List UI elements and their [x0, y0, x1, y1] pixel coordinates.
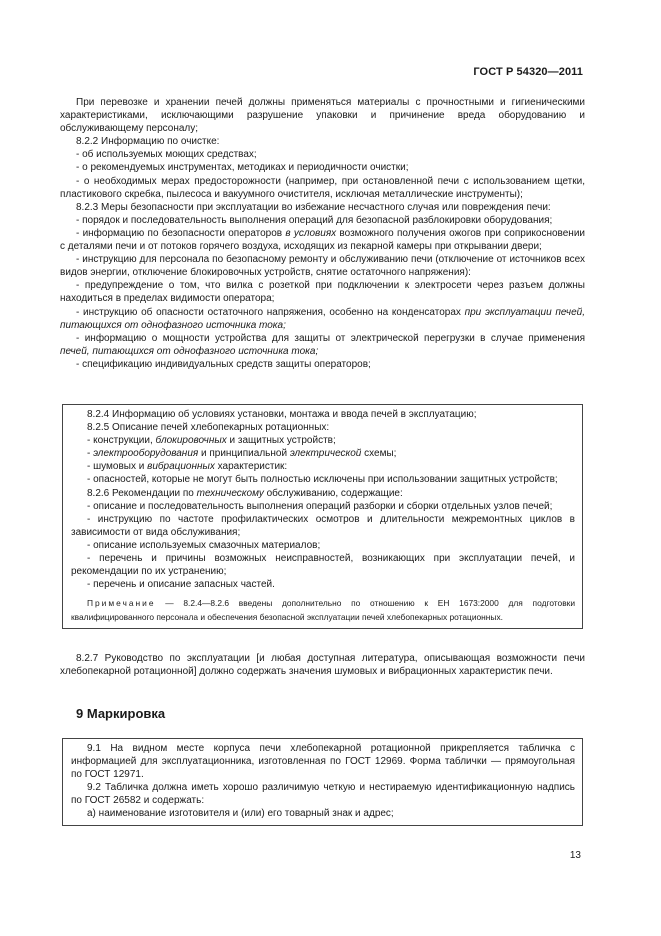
list-item: - шумовых и вибрационных характеристик:	[87, 461, 288, 473]
section-9-heading: 9 Маркировка	[76, 706, 166, 721]
list-item: - опасностей, которые не могут быть полностью исключены при использовании защитных устройств;	[87, 474, 558, 486]
list-item: - о необходимых мерах предосторожности (например, при остановленной печи с использованием щетки, пластикового скребка, пылесоса и вакуумного очистителя, исключая металлические инструменты);	[60, 175, 585, 200]
section-9-box	[62, 738, 583, 826]
section-8-2-text	[60, 96, 585, 371]
clause-8-2-7-block	[60, 652, 585, 678]
list-item: - предупреждение о том, что вилка с розеткой при подключении к электросети через разъем должны находиться в пределах видимости оператора;	[60, 280, 585, 305]
paragraph: При перевозке и хранении печей должны применяться материалы с прочностными и гигиеническими характеристиками, исключающими разрушение упаковки и причинение вреда оборудованию и обслуживающему персоналу;	[60, 97, 585, 135]
list-item: - инструкцию по частоте профилактических осмотров и длительности межремонтных циклов в зависимости от вида обслуживания;	[71, 513, 575, 538]
list-item: - электрооборудования и принципиальной электрической схемы;	[87, 448, 397, 460]
list-item: - перечень и причины возможных неисправностей, возникающих при эксплуатации печей, и рекомендации по их устранению;	[71, 553, 575, 578]
list-item: - описание и последовательность выполнения операций разборки и сборки отдельных узлов печей;	[87, 500, 553, 512]
added-clauses-box	[62, 404, 583, 629]
list-item: - информацию о мощности устройства для защиты от электрической перегрузки в случае применения печей, питающихся от однофазного источника тока;	[60, 332, 585, 357]
list-item: - информацию по безопасности операторов в условиях возможного получения ожогов при соприкосновении с деталями печи и от потоков горячего воздуха, исходящих из пекарной камеры при открывании двери;	[60, 227, 585, 253]
note: Примечание — 8.2.4—8.2.6 введены дополнительно по отношению к ЕН 1673:2000 для подготовки квалифицированного персонала и обеспечения безопасной эксплуатации печей хлебопекарных ротационных.	[71, 598, 575, 623]
list-item: - об используемых моющих средствах;	[76, 149, 257, 161]
clause-8-2-4: 8.2.4 Информацию об условиях установки, монтажа и ввода печей в эксплуатацию;	[87, 409, 477, 420]
document-id-header: ГОСТ Р 54320—2011	[473, 66, 583, 78]
list-item: - порядок и последовательность выполнения операций для безопасной разблокировки оборудования;	[76, 214, 553, 226]
list-item: - описание используемых смазочных материалов;	[87, 539, 321, 551]
list-item: - перечень и описание запасных частей.	[87, 579, 275, 591]
clause-8-2-3: 8.2.3 Меры безопасности при эксплуатации во избежание несчастного случая или повреждения печи:	[76, 201, 551, 213]
clause-8-2-5: 8.2.5 Описание печей хлебопекарных ротационных:	[87, 422, 330, 434]
list-item: - конструкции, блокировочных и защитных устройств;	[87, 435, 336, 447]
list-item: а) наименование изготовителя и (или) его товарный знак и адрес;	[87, 808, 394, 820]
clause-8-2-6: 8.2.6 Рекомендации по техническому обслуживанию, содержащие:	[87, 487, 403, 499]
clause-8-2-2: 8.2.2 Информацию по очистке:	[76, 136, 220, 148]
list-item: - инструкцию для персонала по безопасному ремонту и обслуживанию печи (отключение от источников всех видов энергии, отключение блокировочных устройств, снятие остаточного напряжения):	[60, 254, 585, 279]
clause-9-2: 9.2 Табличка должна иметь хорошо различимую четкую и нестираемую идентификационную надпись по ГОСТ 26582 и содержать:	[71, 782, 575, 807]
list-item: - инструкцию об опасности остаточного напряжения, особенно на конденсаторах при эксплуатации печей, питающихся от однофазного источника тока;	[60, 306, 585, 331]
note-label: Примечание	[87, 598, 156, 609]
list-item: - спецификацию индивидуальных средств защиты операторов;	[76, 358, 371, 370]
list-item: - о рекомендуемых инструментах, методиках и периодичности очистки;	[76, 162, 409, 174]
clause-8-2-7: 8.2.7 Руководство по эксплуатации [и любая доступная литература, описывающая возможности печи хлебопекарной ротационной] должно содержать значения шумовых и вибрационных характеристик печи.	[60, 653, 585, 678]
clause-9-1: 9.1 На видном месте корпуса печи хлебопекарной ротационной прикрепляется табличка с информацией для эксплуатационника, изготовленная по ГОСТ 12969. Форма таблички — прямоугольная по ГОСТ 12971.	[71, 743, 575, 781]
page-number: 13	[569, 850, 581, 861]
